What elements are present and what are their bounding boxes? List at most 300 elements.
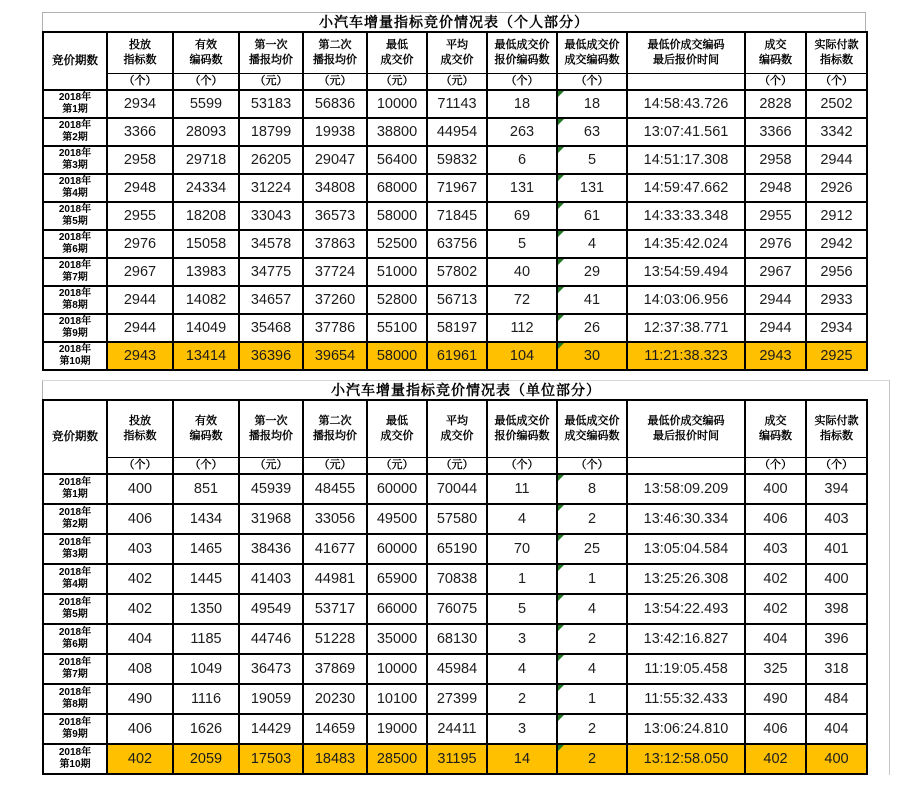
period-column-header: 竞价期数: [43, 400, 107, 474]
data-cell: 2059: [173, 744, 239, 774]
column-unit-4: （元）: [303, 73, 367, 90]
data-cell: 5599: [173, 90, 239, 118]
data-cell: 11:19:05.458: [627, 654, 745, 684]
data-cell: 41677: [303, 534, 367, 564]
data-cell: 68130: [427, 624, 487, 654]
data-cell-flagged: 29: [557, 258, 627, 286]
data-cell: 2942: [806, 230, 867, 258]
data-cell: 263: [487, 118, 557, 146]
data-cell: 28093: [173, 118, 239, 146]
data-cell: 2958: [745, 146, 806, 174]
period-cell: 2018年 第2期: [43, 118, 107, 146]
data-cell: 71845: [427, 202, 487, 230]
data-cell: 66000: [367, 594, 427, 624]
column-unit-7: （个）: [487, 457, 557, 474]
column-unit-9: [627, 73, 745, 90]
data-cell: 69: [487, 202, 557, 230]
data-cell: 2976: [107, 230, 173, 258]
column-unit-8: （个）: [557, 457, 627, 474]
data-cell: 24411: [427, 714, 487, 744]
period-cell: 2018年 第8期: [43, 286, 107, 314]
data-cell: 65900: [367, 564, 427, 594]
data-cell: 6: [487, 146, 557, 174]
data-cell: 3366: [745, 118, 806, 146]
period-cell: 2018年 第5期: [43, 594, 107, 624]
data-cell: 402: [745, 594, 806, 624]
data-cell: 56836: [303, 90, 367, 118]
period-cell: 2018年 第6期: [43, 624, 107, 654]
data-cell: 57802: [427, 258, 487, 286]
data-cell: 4: [487, 504, 557, 534]
data-cell: 28500: [367, 744, 427, 774]
column-unit-5: （元）: [367, 457, 427, 474]
data-cell-flagged: 41: [557, 286, 627, 314]
data-cell-flagged: 4: [557, 654, 627, 684]
data-cell: 408: [107, 654, 173, 684]
data-cell: 2944: [745, 286, 806, 314]
data-cell: 10000: [367, 90, 427, 118]
table-row: [43, 714, 867, 744]
column-header-6: 平均 成交价: [427, 400, 487, 457]
data-cell: 34657: [239, 286, 303, 314]
data-cell: 406: [107, 504, 173, 534]
data-cell: 11:21:38.323: [627, 342, 745, 370]
data-cell: 13:12:58.050: [627, 744, 745, 774]
data-cell: 44746: [239, 624, 303, 654]
data-cell: 2828: [745, 90, 806, 118]
data-cell: 2944: [107, 286, 173, 314]
data-cell: 14:58:43.726: [627, 90, 745, 118]
column-unit-11: （个）: [806, 73, 867, 90]
data-cell: 2944: [107, 314, 173, 342]
data-cell: 27399: [427, 684, 487, 714]
personal-table-section: [42, 12, 866, 371]
period-cell: 2018年 第9期: [43, 714, 107, 744]
data-cell: 11: [487, 474, 557, 504]
column-header-11: 实际付款 指标数: [806, 400, 867, 457]
data-cell: 70044: [427, 474, 487, 504]
data-cell: 13:07:41.561: [627, 118, 745, 146]
data-cell: 2956: [806, 258, 867, 286]
data-cell: 60000: [367, 534, 427, 564]
period-cell: 2018年 第2期: [43, 504, 107, 534]
data-cell-flagged: 1: [557, 684, 627, 714]
column-header-4: 第二次 播报均价: [303, 32, 367, 73]
data-cell: 71143: [427, 90, 487, 118]
data-cell-flagged: 30: [557, 342, 627, 370]
data-cell: 1626: [173, 714, 239, 744]
data-cell: 10000: [367, 654, 427, 684]
data-cell: 57580: [427, 504, 487, 534]
data-cell: 404: [107, 624, 173, 654]
data-cell: 2958: [107, 146, 173, 174]
data-cell: 1: [487, 564, 557, 594]
column-unit-6: （元）: [427, 457, 487, 474]
data-cell: 52800: [367, 286, 427, 314]
data-cell: 14082: [173, 286, 239, 314]
data-cell: 13:06:24.810: [627, 714, 745, 744]
data-cell: 325: [745, 654, 806, 684]
data-cell: 4: [487, 654, 557, 684]
column-header-5: 最低 成交价: [367, 32, 427, 73]
data-cell: 2943: [745, 342, 806, 370]
column-unit-3: （元）: [239, 457, 303, 474]
data-cell: 52500: [367, 230, 427, 258]
data-cell: 70838: [427, 564, 487, 594]
data-cell: 29718: [173, 146, 239, 174]
period-cell: 2018年 第7期: [43, 258, 107, 286]
data-cell: 31195: [427, 744, 487, 774]
data-cell-flagged: 26: [557, 314, 627, 342]
data-cell: 851: [173, 474, 239, 504]
table-row: [43, 286, 867, 314]
column-header-11: 实际付款 指标数: [806, 32, 867, 73]
data-cell-flagged: 8: [557, 474, 627, 504]
data-cell: 14659: [303, 714, 367, 744]
data-cell: 37869: [303, 654, 367, 684]
data-cell: 34808: [303, 174, 367, 202]
data-cell: 63756: [427, 230, 487, 258]
data-cell-flagged: 4: [557, 594, 627, 624]
table-row: [43, 314, 867, 342]
data-cell: 33056: [303, 504, 367, 534]
data-cell: 36473: [239, 654, 303, 684]
column-unit-10: （个）: [745, 457, 806, 474]
column-header-7: 最低成交价 报价编码数: [487, 400, 557, 457]
data-cell: 58000: [367, 342, 427, 370]
table-row: [43, 684, 867, 714]
data-cell: 14:59:47.662: [627, 174, 745, 202]
table-row: [43, 90, 867, 118]
data-cell: 104: [487, 342, 557, 370]
data-cell: 400: [745, 474, 806, 504]
period-column-header: 竞价期数: [43, 32, 107, 90]
personal-bidding-table: [42, 31, 868, 371]
data-cell: 44981: [303, 564, 367, 594]
data-cell: 34578: [239, 230, 303, 258]
unit-table-section: [42, 380, 866, 775]
data-cell: 2967: [107, 258, 173, 286]
data-cell: 1116: [173, 684, 239, 714]
data-cell: 58000: [367, 202, 427, 230]
data-cell: 39654: [303, 342, 367, 370]
period-cell: 2018年 第4期: [43, 174, 107, 202]
data-cell: 406: [745, 504, 806, 534]
data-cell: 48455: [303, 474, 367, 504]
data-cell: 2912: [806, 202, 867, 230]
data-cell: 2944: [745, 314, 806, 342]
data-cell: 406: [745, 714, 806, 744]
data-cell: 1445: [173, 564, 239, 594]
period-cell: 2018年 第10期: [43, 744, 107, 774]
data-cell: 37724: [303, 258, 367, 286]
table-row: [43, 146, 867, 174]
column-unit-11: （个）: [806, 457, 867, 474]
data-cell: 1465: [173, 534, 239, 564]
period-cell: 2018年 第9期: [43, 314, 107, 342]
column-header-6: 平均 成交价: [427, 32, 487, 73]
data-cell: 65190: [427, 534, 487, 564]
table-row: [43, 258, 867, 286]
data-cell: 20230: [303, 684, 367, 714]
data-cell: 26205: [239, 146, 303, 174]
column-unit-3: （元）: [239, 73, 303, 90]
data-cell: 53183: [239, 90, 303, 118]
data-cell: 2948: [107, 174, 173, 202]
data-cell: 396: [806, 624, 867, 654]
data-cell: 2926: [806, 174, 867, 202]
data-cell-flagged: 1: [557, 564, 627, 594]
table-row: [43, 202, 867, 230]
data-cell: 36396: [239, 342, 303, 370]
data-cell: 14: [487, 744, 557, 774]
data-cell: 61961: [427, 342, 487, 370]
data-cell: 34775: [239, 258, 303, 286]
column-unit-2: （个）: [173, 73, 239, 90]
table-row: [43, 504, 867, 534]
data-cell-flagged: 61: [557, 202, 627, 230]
column-header-2: 有效 编码数: [173, 400, 239, 457]
data-cell: 68000: [367, 174, 427, 202]
data-cell: 14049: [173, 314, 239, 342]
period-cell: 2018年 第5期: [43, 202, 107, 230]
data-cell: 24334: [173, 174, 239, 202]
data-cell: 402: [745, 744, 806, 774]
data-cell: 403: [806, 504, 867, 534]
data-cell: 45984: [427, 654, 487, 684]
data-cell: 19938: [303, 118, 367, 146]
data-cell: 400: [806, 564, 867, 594]
data-cell: 490: [107, 684, 173, 714]
data-cell: 56400: [367, 146, 427, 174]
column-unit-9: [627, 457, 745, 474]
data-cell: 45939: [239, 474, 303, 504]
data-cell: 13:42:16.827: [627, 624, 745, 654]
period-cell: 2018年 第7期: [43, 654, 107, 684]
data-cell: 18208: [173, 202, 239, 230]
data-cell: 3: [487, 624, 557, 654]
data-cell: 44954: [427, 118, 487, 146]
data-cell: 35000: [367, 624, 427, 654]
data-cell: 2967: [745, 258, 806, 286]
data-cell: 37863: [303, 230, 367, 258]
data-cell: 13:25:26.308: [627, 564, 745, 594]
data-cell: 112: [487, 314, 557, 342]
period-cell: 2018年 第10期: [43, 342, 107, 370]
data-cell: 404: [745, 624, 806, 654]
data-cell: 2934: [107, 90, 173, 118]
column-header-9: 最低价成交编码 最后报价时间: [627, 32, 745, 73]
data-cell: 58197: [427, 314, 487, 342]
data-cell-flagged: 2: [557, 744, 627, 774]
data-cell: 1434: [173, 504, 239, 534]
table-row: [43, 654, 867, 684]
column-header-8: 最低成交价 成交编码数: [557, 400, 627, 457]
column-unit-8: （个）: [557, 73, 627, 90]
data-cell: 37260: [303, 286, 367, 314]
period-cell: 2018年 第8期: [43, 684, 107, 714]
data-cell: 402: [107, 744, 173, 774]
data-cell: 13:46:30.334: [627, 504, 745, 534]
period-cell: 2018年 第6期: [43, 230, 107, 258]
data-cell: 18483: [303, 744, 367, 774]
data-cell-flagged: 2: [557, 624, 627, 654]
data-cell: 19000: [367, 714, 427, 744]
column-unit-2: （个）: [173, 457, 239, 474]
data-cell-flagged: 63: [557, 118, 627, 146]
table-row: [43, 744, 867, 774]
data-cell: 403: [745, 534, 806, 564]
data-cell: 400: [107, 474, 173, 504]
data-cell: 2948: [745, 174, 806, 202]
column-unit-1: （个）: [107, 73, 173, 90]
data-cell: 402: [107, 564, 173, 594]
table-row: [43, 534, 867, 564]
data-cell: 49549: [239, 594, 303, 624]
data-cell: 49500: [367, 504, 427, 534]
data-cell: 13:54:59.494: [627, 258, 745, 286]
data-cell: 2943: [107, 342, 173, 370]
data-cell: 2925: [806, 342, 867, 370]
column-header-2: 有效 编码数: [173, 32, 239, 73]
data-cell: 400: [806, 744, 867, 774]
data-cell: 3342: [806, 118, 867, 146]
data-cell: 53717: [303, 594, 367, 624]
data-cell: 14:03:06.956: [627, 286, 745, 314]
column-header-9: 最低价成交编码 最后报价时间: [627, 400, 745, 457]
table-row: [43, 118, 867, 146]
data-cell: 36573: [303, 202, 367, 230]
data-cell: 394: [806, 474, 867, 504]
data-cell: 2933: [806, 286, 867, 314]
data-cell: 59832: [427, 146, 487, 174]
data-cell: 2955: [107, 202, 173, 230]
data-cell: 37786: [303, 314, 367, 342]
data-cell: 55100: [367, 314, 427, 342]
data-cell: 403: [107, 534, 173, 564]
table-row: [43, 474, 867, 504]
column-unit-1: （个）: [107, 457, 173, 474]
data-cell: 2502: [806, 90, 867, 118]
data-cell: 398: [806, 594, 867, 624]
column-unit-6: （元）: [427, 73, 487, 90]
data-cell: 70: [487, 534, 557, 564]
data-cell-flagged: 18: [557, 90, 627, 118]
data-cell: 484: [806, 684, 867, 714]
data-cell: 404: [806, 714, 867, 744]
data-cell-flagged: 2: [557, 504, 627, 534]
table-row: [43, 624, 867, 654]
period-cell: 2018年 第3期: [43, 146, 107, 174]
data-cell: 13:05:04.584: [627, 534, 745, 564]
data-cell: 60000: [367, 474, 427, 504]
data-cell: 15058: [173, 230, 239, 258]
period-cell: 2018年 第3期: [43, 534, 107, 564]
data-cell: 12:37:38.771: [627, 314, 745, 342]
table-row: [43, 564, 867, 594]
data-cell: 35468: [239, 314, 303, 342]
data-cell: 14:33:33.348: [627, 202, 745, 230]
data-cell: 11:55:32.433: [627, 684, 745, 714]
data-cell: 1185: [173, 624, 239, 654]
table-row: [43, 230, 867, 258]
data-cell: 14:35:42.024: [627, 230, 745, 258]
data-cell: 2934: [806, 314, 867, 342]
column-header-3: 第一次 播报均价: [239, 32, 303, 73]
data-cell: 71967: [427, 174, 487, 202]
data-cell: 2: [487, 684, 557, 714]
data-cell: 5: [487, 594, 557, 624]
data-cell: 5: [487, 230, 557, 258]
column-header-8: 最低成交价 成交编码数: [557, 32, 627, 73]
data-cell: 51000: [367, 258, 427, 286]
column-unit-4: （元）: [303, 457, 367, 474]
data-cell: 56713: [427, 286, 487, 314]
data-cell: 14:51:17.308: [627, 146, 745, 174]
period-cell: 2018年 第1期: [43, 90, 107, 118]
data-cell: 38436: [239, 534, 303, 564]
data-cell-flagged: 4: [557, 230, 627, 258]
table-row: [43, 594, 867, 624]
data-cell: 2976: [745, 230, 806, 258]
data-cell: 401: [806, 534, 867, 564]
unit-table-title: 小汽车增量指标竞价情况表（单位部分）: [42, 380, 890, 399]
table-row: [43, 174, 867, 202]
data-cell: 2955: [745, 202, 806, 230]
data-cell: 19059: [239, 684, 303, 714]
data-cell: 17503: [239, 744, 303, 774]
data-cell: 402: [107, 594, 173, 624]
unit-bidding-table: [42, 399, 868, 775]
column-header-5: 最低 成交价: [367, 400, 427, 457]
period-cell: 2018年 第4期: [43, 564, 107, 594]
column-unit-5: （元）: [367, 73, 427, 90]
column-unit-10: （个）: [745, 73, 806, 90]
data-cell: 13:54:22.493: [627, 594, 745, 624]
data-cell: 131: [487, 174, 557, 202]
column-header-3: 第一次 播报均价: [239, 400, 303, 457]
column-header-10: 成交 编码数: [745, 400, 806, 457]
data-cell: 76075: [427, 594, 487, 624]
data-cell: 41403: [239, 564, 303, 594]
data-cell: 31968: [239, 504, 303, 534]
data-cell: 29047: [303, 146, 367, 174]
table-row: [43, 342, 867, 370]
column-unit-7: （个）: [487, 73, 557, 90]
data-cell: 406: [107, 714, 173, 744]
data-cell: 13414: [173, 342, 239, 370]
data-cell: 1350: [173, 594, 239, 624]
data-cell: 3: [487, 714, 557, 744]
data-cell: 490: [745, 684, 806, 714]
data-cell: 10100: [367, 684, 427, 714]
data-cell: 72: [487, 286, 557, 314]
data-cell: 402: [745, 564, 806, 594]
column-header-1: 投放 指标数: [107, 400, 173, 457]
print-area-boundary-line: [889, 380, 890, 775]
data-cell: 1049: [173, 654, 239, 684]
data-cell: 31224: [239, 174, 303, 202]
data-cell: 2944: [806, 146, 867, 174]
data-cell-flagged: 5: [557, 146, 627, 174]
data-cell: 3366: [107, 118, 173, 146]
data-cell: 13:58:09.209: [627, 474, 745, 504]
data-cell: 40: [487, 258, 557, 286]
data-cell-flagged: 2: [557, 714, 627, 744]
data-cell-flagged: 131: [557, 174, 627, 202]
data-cell: 318: [806, 654, 867, 684]
personal-table-title: 小汽车增量指标竞价情况表（个人部分）: [42, 12, 866, 31]
